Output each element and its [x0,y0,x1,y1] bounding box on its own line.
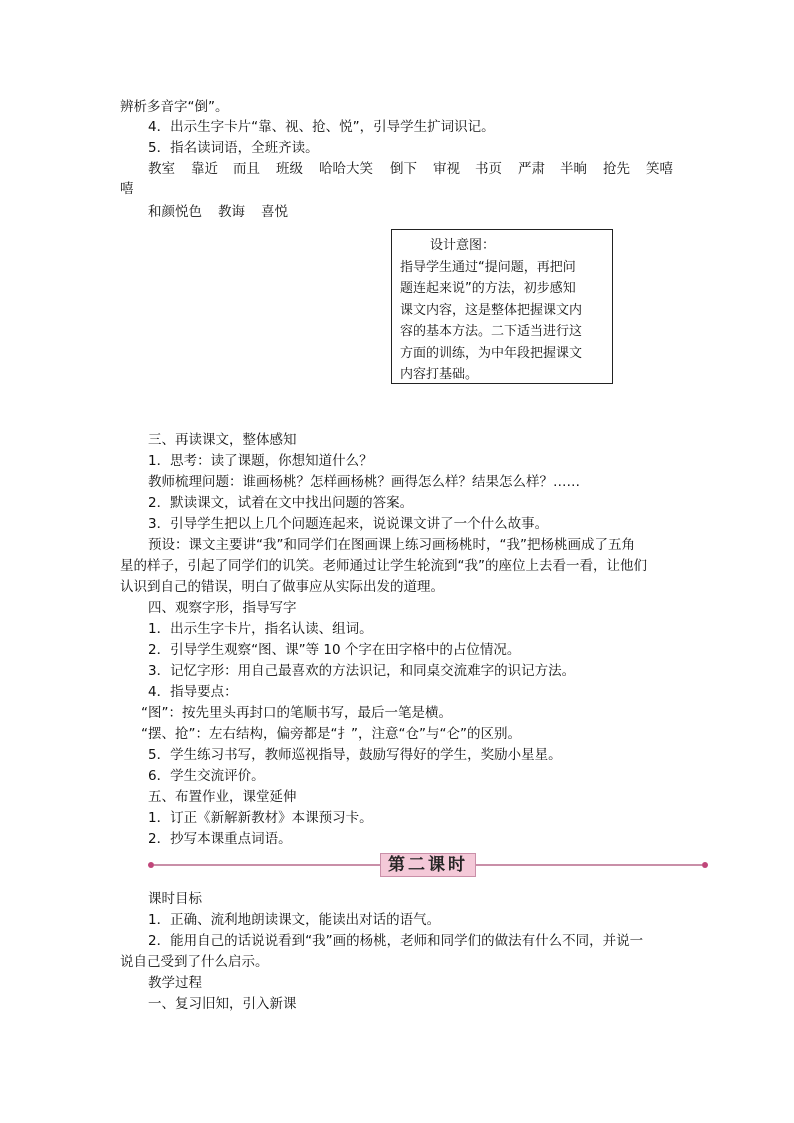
vocab-word: 靠近 [191,161,218,177]
vocab-word: 笑嘻 [646,161,673,177]
divider-dot [702,862,708,868]
text-line: “摆、抢”：左右结构，偏旁都是“扌”，注意“仓”与“仑”的区别。 [141,726,521,742]
design-intent-line: 容的基本方法。二下适当进行这 [400,324,583,339]
text-line: 预设：课文主要讲“我”和同学们在图画课上练习画杨桃时，“我”把杨桃画成了五角 [148,537,635,553]
text-line: 教师梳理问题：谁画杨桃？怎样画杨桃？画得怎么样？结果怎么样？…… [148,474,580,490]
lesson-badge: 第二课时 [380,853,476,877]
text-line: 2．默读课文，试着在文中找出问题的答案。 [148,495,414,511]
text-line: 2．抄写本课重点词语。 [148,831,292,847]
vocab-word: 教室 [148,161,175,177]
word-list-row [0,203,794,221]
section-heading: 一、复习旧知，引入新课 [148,996,297,1012]
vocab-word: 哈哈大笑 [319,161,373,177]
design-intent-line: 指导学生通过“提问题，再把问 [400,259,576,275]
vocab-word: 和颜悦色 [148,204,202,220]
text-line: 4．指导要点： [148,684,238,700]
divider-rule [154,864,380,866]
vocab-word: 半晌 [560,161,587,177]
section-heading: 四、观察字形，指导写字 [148,600,297,616]
text-line: 1．订正《新解新教材》本课预习卡。 [148,810,373,826]
text-line: 认识到自己的错误，明白了做事应从实际出发的道理。 [120,579,444,595]
text-line: 辨析多音字“倒”。 [120,99,229,115]
section-heading: 课时目标 [148,891,202,907]
text-line: 1．正确、流利地朗读课文，能读出对话的语气。 [148,912,441,928]
section-heading: 三、再读课文，整体感知 [148,432,297,448]
section-heading: 五、布置作业，课堂延伸 [148,789,297,805]
design-intent-line: 题连起来说”的方法，初步感知 [400,281,576,296]
text-line: 说自己受到了什么启示。 [120,954,269,970]
text-line: 星的样子，引起了同学们的讥笑。老师通过让学生轮流到“我”的座位上去看一看，让他们 [120,558,647,574]
text-line: “图”：按先里头再封口的笔顺书写，最后一笔是横。 [141,705,452,721]
vocab-word: 而且 [233,161,260,177]
text-line: 5．指名读词语，全班齐读。 [148,140,319,156]
design-intent-title: 设计意图： [430,238,496,253]
text-line: 2．引导学生观察“图、课”等 10 个字在田字格中的占位情况。 [148,642,521,658]
text-line: 6．学生交流评价。 [148,768,265,784]
vocab-word: 抢先 [603,161,630,177]
vocab-word: 书页 [475,161,502,177]
text-line: 4．出示生字卡片“靠、视、抢、悦”，引导学生扩词识记。 [148,119,495,135]
vocab-word: 班级 [276,161,303,177]
text-line: 5．学生练习书写，教师巡视指导，鼓励写得好的学生，奖励小星星。 [148,747,562,763]
vocab-word: 喜悦 [261,204,288,220]
vocab-word: 倒下 [390,161,417,177]
design-intent-box [391,229,613,384]
vocab-word: 审视 [433,161,460,177]
vocab-word: 严肃 [518,161,545,177]
word-list-row [0,160,794,178]
vocab-word: 嘻 [120,181,134,197]
text-line: 3．记忆字形：用自己最喜欢的方法识记，和同桌交流难字的识记方法。 [148,663,576,679]
design-intent-line: 方面的训练，为中年段把握课文 [400,345,583,361]
vocab-word: 教诲 [218,204,245,220]
text-line: 1．思考：读了课题，你想知道什么？ [148,453,373,469]
divider-rule [476,864,702,866]
design-intent-line: 课文内容，这是整体把握课文内 [400,302,583,318]
text-line: 2．能用自己的话说说看到“我”画的杨桃，老师和同学们的做法有什么不同，并说一 [148,933,644,949]
section-heading: 教学过程 [148,975,202,991]
design-intent-line: 内容打基础。 [400,367,479,382]
lesson-divider [148,853,708,877]
text-line: 1．出示生字卡片，指名认读、组词。 [148,621,373,637]
text-line: 3．引导学生把以上几个问题连起来，说说课文讲了一个什么故事。 [148,516,549,532]
